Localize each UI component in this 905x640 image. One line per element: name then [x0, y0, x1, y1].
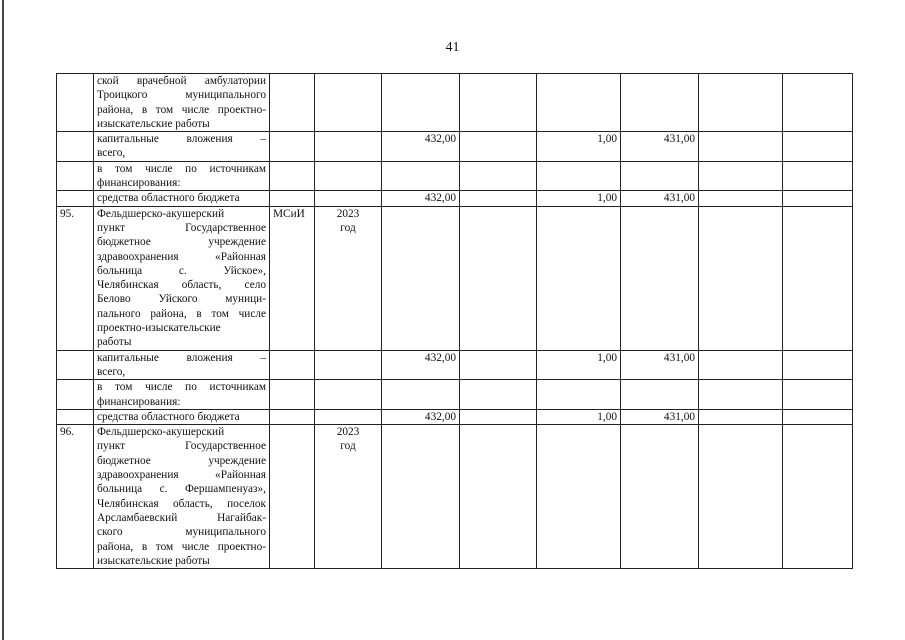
table-row [57, 191, 853, 206]
amount-col2-cell [460, 132, 537, 162]
year-cell [315, 132, 382, 162]
amount-total-cell [382, 206, 460, 350]
table-row [57, 132, 853, 162]
row-name-line: района, в том числе проектно- [97, 540, 266, 553]
amount-col6-cell [783, 74, 853, 132]
amount-col6-cell [783, 409, 853, 424]
amount-total-cell [382, 74, 460, 132]
amount-total-cell [382, 380, 460, 410]
amount-col5-cell [699, 350, 783, 380]
row-name-line: в том числе по источникам [97, 162, 266, 175]
row-name-line: Арсламбаевский Нагайбак- [97, 511, 266, 524]
row-name-line: пункт Государственное [97, 440, 266, 453]
row-number-cell: 95. [57, 206, 94, 350]
table-row [57, 161, 853, 191]
amount-col4-cell: 431,00 [621, 350, 699, 380]
amount-col6-cell [783, 191, 853, 206]
amount-col3-cell: 1,00 [537, 191, 621, 206]
org-cell [270, 74, 315, 132]
amount-col2-cell [460, 191, 537, 206]
row-name-line: Троицкого муниципального [97, 89, 266, 102]
year-cell: 2023 год [315, 425, 382, 569]
amount-total-cell [382, 161, 460, 191]
year-cell [315, 350, 382, 380]
row-name-cell [94, 425, 270, 569]
row-name-line: изыскательские работы [97, 554, 210, 567]
row-name-line: средства областного бюджета [97, 192, 240, 205]
amount-col4-cell: 431,00 [621, 409, 699, 424]
row-number-cell [57, 74, 94, 132]
table-row [57, 74, 853, 132]
row-number-cell [57, 132, 94, 162]
amount-total-cell: 432,00 [382, 409, 460, 424]
row-name-line: финансирования: [97, 177, 181, 190]
amount-col2-cell [460, 409, 537, 424]
amount-col3-cell [537, 161, 621, 191]
row-name-line: в том числе по источникам [97, 381, 266, 394]
row-name-line: пункт Государственное [97, 221, 266, 234]
amount-col3-cell [537, 425, 621, 569]
row-name-line: капитальные вложения – [97, 133, 266, 146]
row-name-line: ского муниципального [97, 526, 266, 539]
row-name-line: Фельдшерско-акушерский [97, 207, 225, 220]
org-cell [270, 409, 315, 424]
row-name-line: Челябинская область, село [97, 279, 266, 292]
amount-col5-cell [699, 74, 783, 132]
row-name-line: изыскательские работы [97, 117, 210, 130]
amount-col5-cell [699, 380, 783, 410]
row-name-cell [94, 206, 270, 350]
row-name-line: проектно-изыскательские [97, 322, 221, 335]
org-cell [270, 350, 315, 380]
amount-col3-cell: 1,00 [537, 409, 621, 424]
table-row [57, 206, 853, 350]
amount-col5-cell [699, 206, 783, 350]
year-cell [315, 161, 382, 191]
amount-col4-cell: 431,00 [621, 132, 699, 162]
row-name-line: работы [97, 336, 132, 349]
amount-col3-cell: 1,00 [537, 350, 621, 380]
amount-col3-cell [537, 74, 621, 132]
row-name-line: финансирования: [97, 395, 181, 408]
row-name-line: средства областного бюджета [97, 410, 240, 423]
org-cell [270, 132, 315, 162]
table-row [57, 409, 853, 424]
amount-col2-cell [460, 206, 537, 350]
amount-col4-cell [621, 425, 699, 569]
org-cell [270, 380, 315, 410]
amount-total-cell: 432,00 [382, 191, 460, 206]
row-name-line: больница с. Уйское», [97, 264, 266, 277]
row-name-line: района, в том числе проектно- [97, 103, 266, 116]
table-row [57, 380, 853, 410]
row-number-cell: 96. [57, 425, 94, 569]
amount-col4-cell [621, 380, 699, 410]
amount-col6-cell [783, 380, 853, 410]
year-cell [315, 380, 382, 410]
org-cell [270, 161, 315, 191]
row-number-cell [57, 161, 94, 191]
scan-edge-line [2, 0, 4, 640]
amount-total-cell: 432,00 [382, 350, 460, 380]
row-name-line: Фельдшерско-акушерский [97, 426, 225, 439]
page-number: 41 [445, 40, 460, 55]
amount-col5-cell [699, 132, 783, 162]
table-row [57, 350, 853, 380]
row-number-cell [57, 350, 94, 380]
org-cell [270, 191, 315, 206]
org-cell: МСиИ [270, 206, 315, 350]
row-name-line: всего, [97, 147, 126, 160]
row-name-cell [94, 161, 270, 191]
amount-col6-cell [783, 161, 853, 191]
row-name-cell [94, 409, 270, 424]
amount-col5-cell [699, 425, 783, 569]
amount-col2-cell [460, 74, 537, 132]
org-cell [270, 425, 315, 569]
amount-col4-cell [621, 74, 699, 132]
amount-col2-cell [460, 161, 537, 191]
year-cell [315, 191, 382, 206]
amount-col5-cell [699, 409, 783, 424]
row-name-line: бюджетное учреждение [97, 454, 266, 467]
amount-col4-cell [621, 161, 699, 191]
row-name-cell [94, 191, 270, 206]
amount-col5-cell [699, 191, 783, 206]
year-cell [315, 74, 382, 132]
row-number-cell [57, 191, 94, 206]
row-name-line: Белово Уйского муници- [97, 293, 266, 306]
amount-col5-cell [699, 161, 783, 191]
amount-col4-cell [621, 206, 699, 350]
amount-col6-cell [783, 350, 853, 380]
amount-col6-cell [783, 132, 853, 162]
year-cell: 2023 год [315, 206, 382, 350]
row-name-line: бюджетное учреждение [97, 236, 266, 249]
amount-col3-cell: 1,00 [537, 132, 621, 162]
amount-col3-cell [537, 380, 621, 410]
amount-col6-cell [783, 425, 853, 569]
amount-col3-cell [537, 206, 621, 350]
amount-col2-cell [460, 380, 537, 410]
row-name-line: капитальные вложения – [97, 351, 266, 364]
year-cell [315, 409, 382, 424]
amount-col6-cell [783, 206, 853, 350]
budget-table [56, 73, 853, 569]
row-name-line: больница с. Фершампенуаз», [97, 483, 266, 496]
row-name-line: здравоохранения «Районная [97, 250, 266, 263]
table-row [57, 425, 853, 569]
row-name-cell [94, 350, 270, 380]
row-name-line: пального района, в том числе [97, 307, 266, 320]
row-name-line: ской врачебной амбулатории [97, 75, 266, 87]
amount-total-cell: 432,00 [382, 132, 460, 162]
row-name-line: всего, [97, 365, 126, 378]
amount-col2-cell [460, 350, 537, 380]
row-name-cell [94, 132, 270, 162]
amount-col4-cell: 431,00 [621, 191, 699, 206]
table-body [57, 74, 853, 569]
row-number-cell [57, 409, 94, 424]
row-name-cell [94, 74, 270, 132]
row-name-line: здравоохранения «Районная [97, 469, 266, 482]
row-name-line: Челябинская область, поселок [97, 497, 266, 510]
row-name-cell [94, 380, 270, 410]
amount-total-cell [382, 425, 460, 569]
row-number-cell [57, 380, 94, 410]
amount-col2-cell [460, 425, 537, 569]
